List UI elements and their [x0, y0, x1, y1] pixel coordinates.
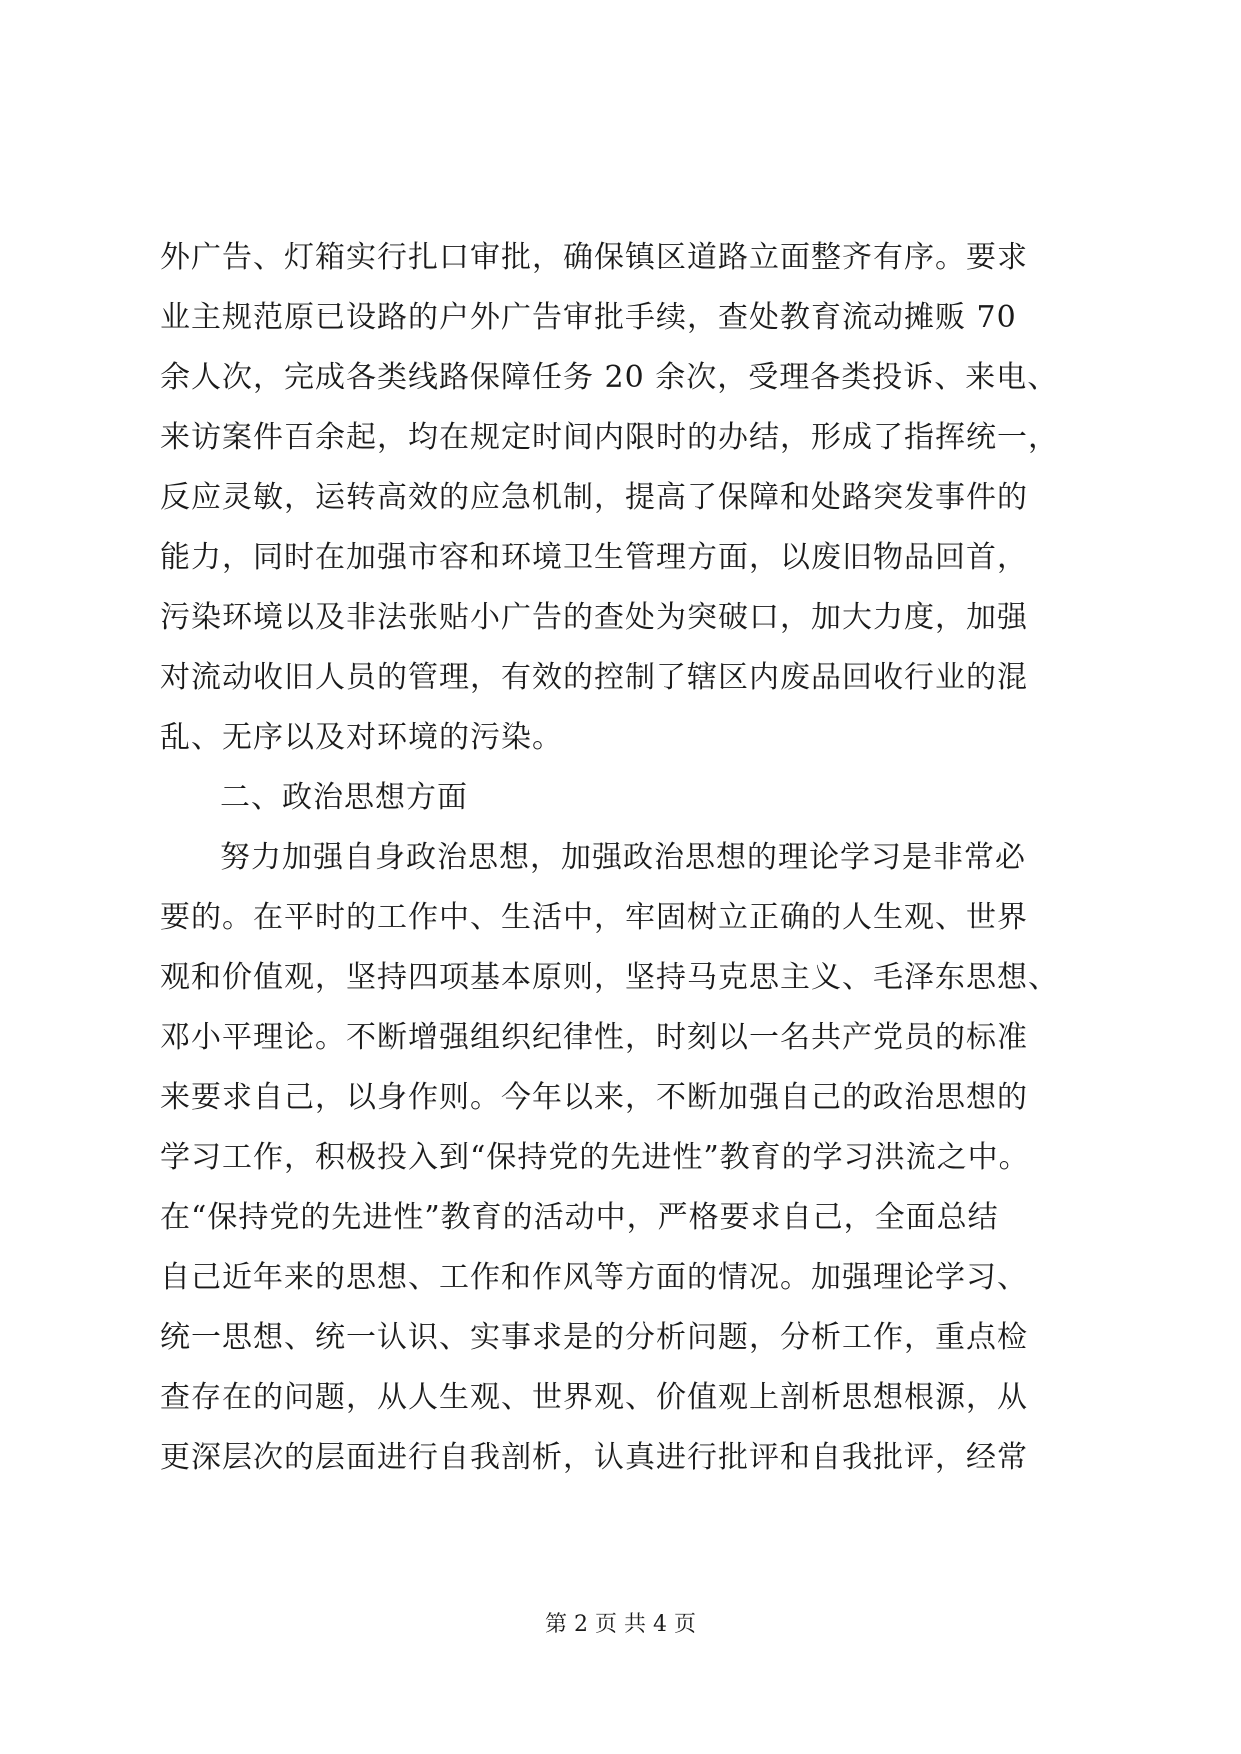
text-line: 要的。在平时的工作中、生活中，牢固树立正确的人生观、世界 [160, 900, 1028, 935]
text-line: 能力，同时在加强市容和环境卫生管理方面，以废旧物品回首， [160, 540, 1028, 575]
text-line: 来要求自己，以身作则。今年以来，不断加强自己的政治思想的 [160, 1080, 1028, 1115]
text-line: 外广告、灯箱实行扎口审批，确保镇区道路立面整齐有序。要求 [160, 240, 1028, 275]
text-line: 自己近年来的思想、工作和作风等方面的情况。加强理论学习、 [160, 1260, 1028, 1295]
text-line: 反应灵敏，运转高效的应急机制，提高了保障和处路突发事件的 [160, 480, 1028, 515]
page-number-footer: 第 2 页 共 4 页 [545, 1612, 696, 1637]
text-line: 统一思想、统一认识、实事求是的分析问题，分析工作，重点检 [160, 1320, 1028, 1355]
text-line: 学习工作，积极投入到“保持党的先进性”教育的学习洪流之中。 [160, 1140, 1030, 1175]
text-line: 努力加强自身政治思想，加强政治思想的理论学习是非常必 [220, 840, 1026, 875]
text-line: 观和价值观，坚持四项基本原则，坚持马克思主义、毛泽东思想、 [160, 960, 1059, 995]
text-line: 对流动收旧人员的管理，有效的控制了辖区内废品回收行业的混 [160, 660, 1028, 695]
text-line: 乱、无序以及对环境的污染。 [160, 720, 563, 755]
text-line: 余人次，完成各类线路保障任务 20 余次，受理各类投诉、来电、 [160, 360, 1059, 395]
body-text [160, 228, 1080, 1488]
section-heading: 二、政治思想方面 [220, 780, 468, 815]
text-line: 邓小平理论。不断增强组织纪律性，时刻以一名共产党员的标准 [160, 1020, 1028, 1055]
text-line: 来访案件百余起，均在规定时间内限时的办结，形成了指挥统一， [160, 420, 1059, 455]
text-line: 在“保持党的先进性”教育的活动中，严格要求自己，全面总结 [160, 1200, 999, 1235]
text-line: 业主规范原已设路的户外广告审批手续，查处教育流动摊贩 70 [160, 300, 1017, 335]
text-line: 查存在的问题，从人生观、世界观、价值观上剖析思想根源，从 [160, 1380, 1028, 1415]
text-line: 污染环境以及非法张贴小广告的查处为突破口，加大力度，加强 [160, 600, 1028, 635]
text-line: 更深层次的层面进行自我剖析，认真进行批评和自我批评，经常 [160, 1440, 1028, 1475]
